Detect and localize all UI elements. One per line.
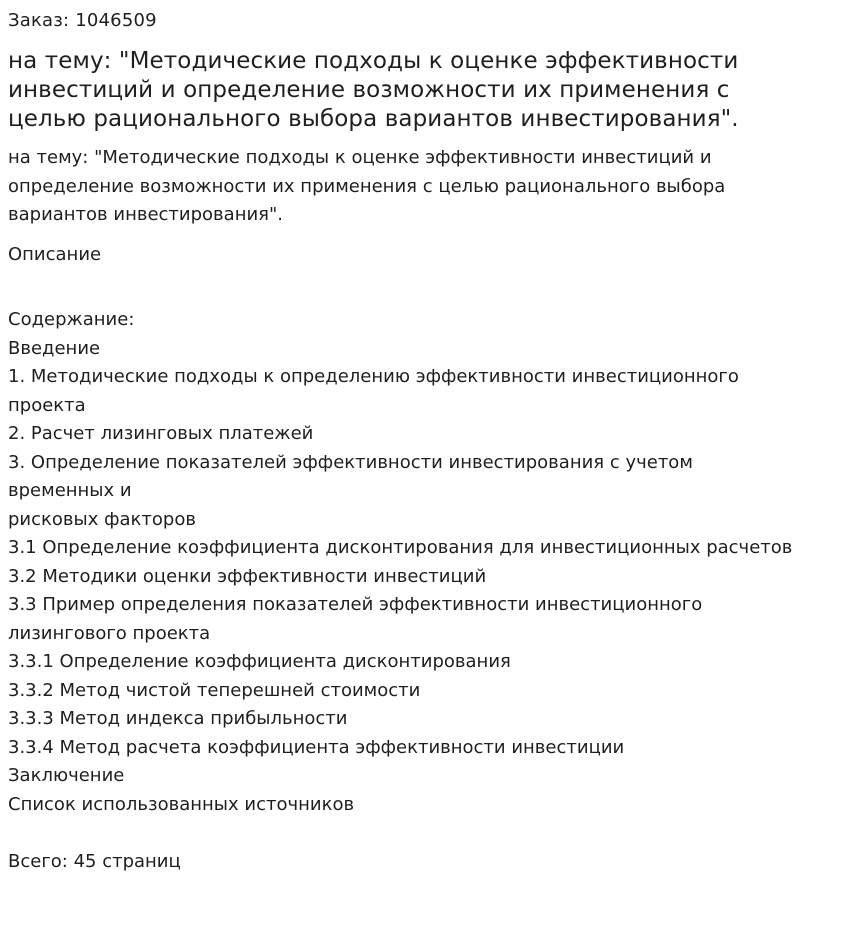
contents-item: Заключение xyxy=(8,765,125,786)
total-pages: Всего: 45 страниц xyxy=(8,850,181,872)
contents-item: 3. Определение показателей эффективности инвестирования с учетом xyxy=(8,451,693,473)
page-title: на тему: "Методические подходы к оценке эффективности инвестиций и определение возможности их применения с целью рационального выбора вариантов инвестирования". xyxy=(8,48,739,132)
contents-item: 3.3.4 Метод расчета коэффициента эффективности инвестиции xyxy=(8,736,625,758)
contents-item: 3.3 Пример определения показателей эффективности инвестиционного xyxy=(8,594,703,615)
contents-item: лизингового проекта xyxy=(8,622,211,644)
subtitle-text xyxy=(8,144,808,230)
contents-item: 3.3.2 Метод чистой теперешней стоимости xyxy=(8,679,421,701)
contents-item: Список использованных источников xyxy=(8,793,355,815)
contents-item: временных и xyxy=(8,480,132,501)
contents-item: проекта xyxy=(8,394,86,416)
contents-item: 3.3.1 Определение коэффициента дисконтирования xyxy=(8,651,511,672)
contents-item: 2. Расчет лизинговых платежей xyxy=(8,423,314,444)
subtitle-line: вариантов инвестирования". xyxy=(8,204,283,225)
contents-item: 3.2 Методики оценки эффективности инвестиций xyxy=(8,565,487,587)
contents-item: 1. Методические подходы к определению эффективности инвестиционного xyxy=(8,366,739,387)
subtitle-line: определение возможности их применения с целью рационального выбора xyxy=(8,175,726,197)
subtitle-line: на тему: "Методические подходы к оценке эффективности инвестиций и xyxy=(8,147,712,168)
spacer xyxy=(8,819,840,848)
contents-heading: Содержание: xyxy=(8,309,135,330)
contents-item: Введение xyxy=(8,337,101,359)
contents-item: 3.1 Определение коэффициента дисконтирования для инвестиционных расчетов xyxy=(8,537,793,558)
description-heading: Описание xyxy=(8,244,102,265)
table-of-contents xyxy=(8,306,840,876)
contents-item: рисковых факторов xyxy=(8,508,196,530)
order-number: Заказ: 1046509 xyxy=(8,10,157,31)
contents-item: 3.3.3 Метод индекса прибыльности xyxy=(8,708,348,729)
